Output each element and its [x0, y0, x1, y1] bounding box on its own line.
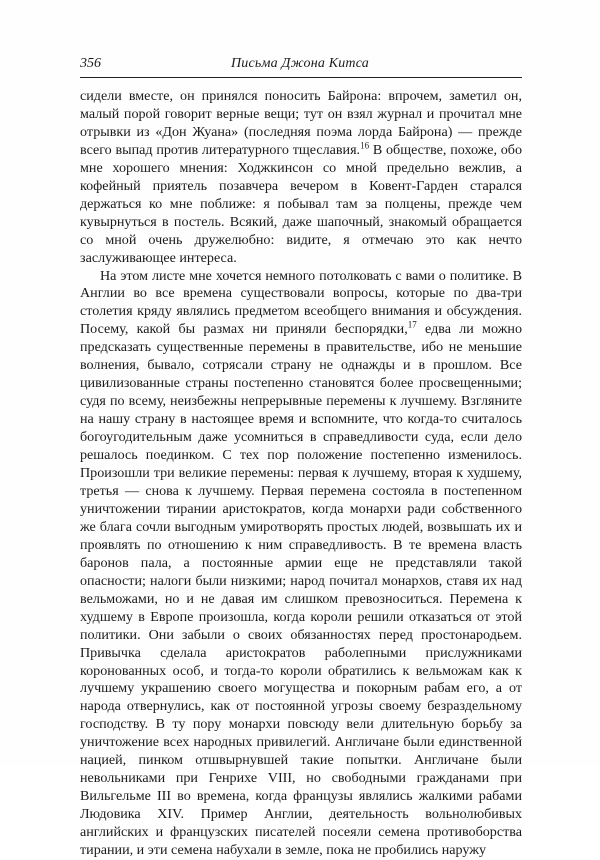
footnote-ref: 16	[360, 140, 370, 151]
page-header	[80, 50, 520, 76]
paragraph	[80, 268, 522, 860]
paragraph	[80, 88, 522, 268]
body-text	[80, 88, 522, 860]
paragraph-text: сидели вместе, он принялся поносить Байрона: впрочем, заметил он, малый порой говорит верные вещи; тут он взял журнал и прочитал мне отрывки из «Дон Жуана» (последняя поэма лорда Байрона) — прежде всего выпад против литературного тщеславия.	[80, 88, 522, 158]
paragraph-text: В обществе, похоже, обо мне хорошего мнения: Ходжкинсон со мной предельно вежлив, а кофейный приятель позавчера вечером в Ковент-Гарден старался держаться ко мне поближе: я побывал там за полцены, прежде чем кувырнуться в постель. Всякий, даже шапочный, знакомый обращается со мной очень дружелюбно: видите, я отмечаю это как нечто заслуживающее интереса.	[80, 141, 522, 266]
header-rule	[80, 77, 522, 78]
paragraph-text: едва ли можно предсказать существенные перемены в правительстве, ибо не меньшие волнения, бывало, сотрясали страну не однажды и в прошлом. Все цивилизованные страны постепенно становятся более просвещенными; судя по всему, неизбежны непрерывные перемены к лучшему. Взгляните на нашу страну в настоящее время и вспомните, что когда-то считалось богоугодительным даже усомниться в справедливости суда, если дело решалось поединком. С тех пор положение постепенно изменилось. Произошли три великие перемены: первая к лучшему, вторая к худшему, третья — снова к лучшему. Первая перемена состояла в постепенном уничтожении тирании аристократов, когда монархи ради собственного же блага сочли выгодным умиротворять простых людей, возвышать их и проявлять по отношению к ним справедливость. В те времена власть баронов пала, а постоянные армии еще не представляли такой опасности; налоги были низкими; народ почитал монархов, ставя их над вельможами, но и не давая им слишком превозноситься. Перемена к худшему в Европе произошла, когда короли решили отказаться от этой политики. Они забыли о своих обязанностях перед простонародьем. Привычка сделала аристократов раболепными прислужниками коронованных особ, и тогда-то короли обратились к вельможам как к лучшему украшению своего могущества и покорным рабам его, а от народа отвернулись, как от постоянной угрозы своему безраздельному господству. В ту пору монархи повсюду вели длительную борьбу за уничтожение всех народных привилегий. Англичане были единственной нацией, пинком отшвырнувшей такие попытки. Англичане были невольниками при Генрихе VIII, но свободными гражданами при Вильгельме III во времена, когда французы являлись жалкими рабами Людовика XIV. Пример Англии, деятельность вольнолюбивых английских и французских писателей посеяли семена противоборства тирании, и эти семена набухали в земле, пока не пробились наружу	[80, 321, 522, 859]
paragraph-text: На этом листе мне хочется немного потолковать с вами о политике. В Англии во все времена существовали вопросы, которые по два-три столетия кряду являлись предметом всеобщего внимания и обсуждения. Посему, какой бы размах ни приняли беспорядки,	[80, 267, 522, 338]
footnote-ref: 17	[407, 319, 417, 330]
running-title: Письма Джона Китса	[230, 56, 369, 71]
page-number: 356	[80, 56, 101, 71]
